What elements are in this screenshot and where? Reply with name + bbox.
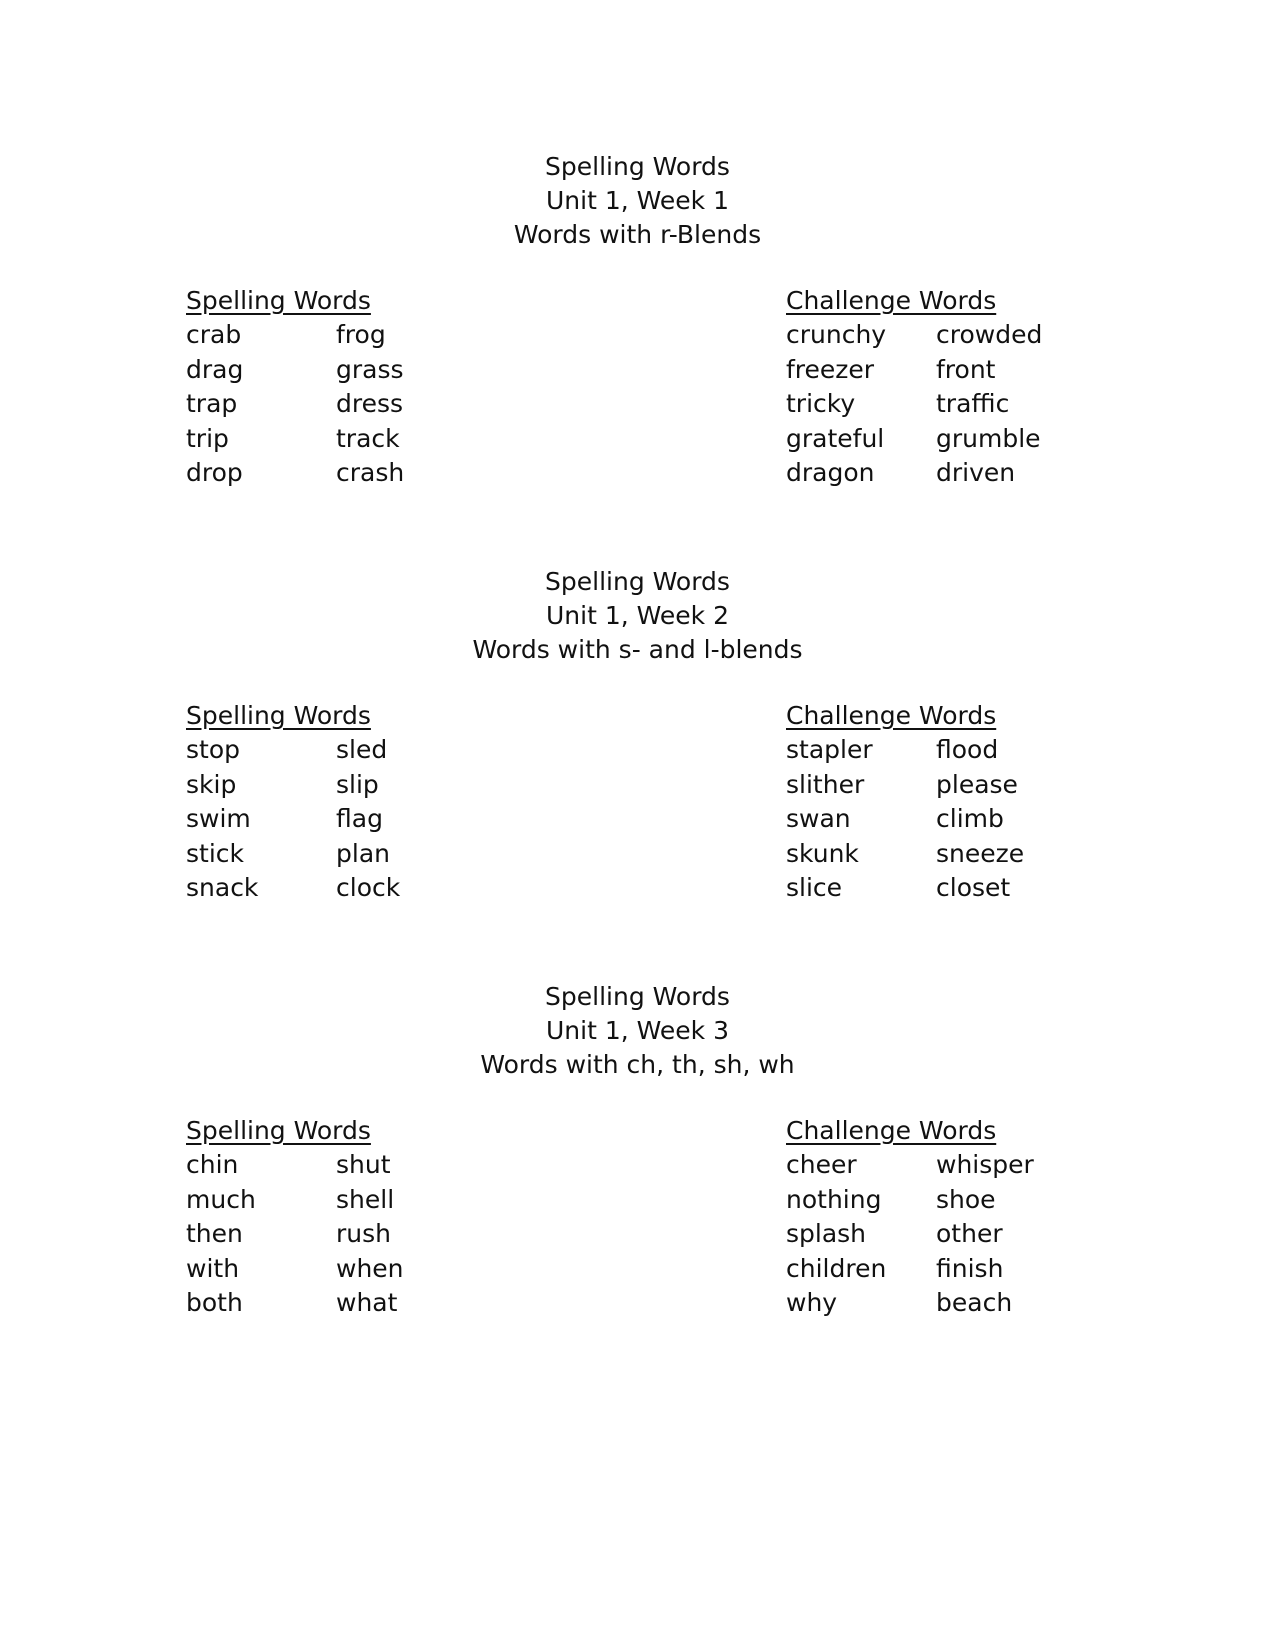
challenge-word: grateful [786,423,885,453]
challenge-word: why [786,1288,838,1317]
word-row [186,768,486,803]
word-row [786,733,1086,768]
challenge-word: swan [786,804,851,833]
word-row [786,768,1086,803]
spelling-word: snack [186,873,259,902]
spelling-word: flag [336,804,383,833]
challenge-word: flood [936,735,999,764]
challenge-word: splash [786,1219,867,1248]
challenge-words-title: Challenge Words [786,1116,997,1145]
challenge-word: finish [936,1253,1004,1283]
spelling-word: with [186,1253,240,1283]
word-row [186,1183,486,1218]
spelling-word: trap [186,389,238,418]
spelling-word: plan [336,838,390,868]
challenge-word: tricky [786,389,856,418]
word-row [786,1148,1086,1183]
word-row [186,318,486,353]
challenge-word: slice [786,873,843,902]
spelling-word: when [336,1253,404,1283]
spelling-word: sled [336,735,388,764]
week-2-section [0,565,1275,905]
challenge-word: crowded [936,320,1043,349]
spelling-words-title: Spelling Words [186,1116,371,1145]
spelling-word: rush [336,1219,391,1248]
word-row [786,1217,1086,1252]
week-3-heading [0,980,1275,1082]
spelling-word: then [186,1219,243,1248]
week-1-section [0,150,1275,490]
spelling-word: frog [336,320,386,349]
heading-line-title: Spelling Words [545,982,730,1011]
word-row [186,456,486,491]
spelling-words-column [186,699,486,906]
spelling-word: both [186,1288,243,1317]
spelling-word: trip [186,423,229,453]
spelling-words-title: Spelling Words [186,701,371,730]
word-row [786,802,1086,837]
spelling-word: crash [336,458,405,487]
spelling-word: stick [186,838,244,868]
heading-line-topic: Words with ch, th, sh, wh [480,1050,795,1079]
spelling-word: shut [336,1150,391,1179]
word-row [786,1286,1086,1321]
spelling-words-column [186,284,486,491]
challenge-word: shoe [936,1184,996,1214]
challenge-word: closet [936,873,1011,902]
word-row [186,353,486,388]
word-row [186,1286,486,1321]
heading-line-topic: Words with r-Blends [513,220,762,249]
word-row [786,837,1086,872]
spelling-word: swim [186,804,251,833]
word-row [786,871,1086,906]
heading-line-title: Spelling Words [545,567,730,596]
challenge-word: climb [936,804,1004,833]
challenge-words-column [786,284,1086,491]
heading-line-unit-week: Unit 1, Week 2 [546,601,729,630]
spelling-word: drop [186,458,243,487]
week-3-section [0,980,1275,1320]
challenge-word: traffic [936,389,1010,418]
challenge-word: children [786,1253,887,1283]
spelling-word: what [336,1288,398,1317]
challenge-word: dragon [786,458,875,487]
challenge-word: please [936,769,1018,799]
word-row [186,422,486,457]
challenge-words-title: Challenge Words [786,701,997,730]
challenge-word: driven [936,458,1016,487]
spelling-word: drag [186,354,244,384]
word-row [186,837,486,872]
challenge-word: front [936,354,996,384]
word-row [786,1252,1086,1287]
spelling-word: stop [186,735,240,764]
word-row [186,802,486,837]
challenge-word: grumble [936,423,1041,453]
challenge-word: freezer [786,354,875,384]
challenge-word: other [936,1219,1003,1248]
word-row [186,871,486,906]
heading-line-topic: Words with s- and l-blends [472,635,803,664]
spelling-word: grass [336,354,404,384]
spelling-word: dress [336,389,404,418]
challenge-word: slither [786,769,865,799]
challenge-word: cheer [786,1150,857,1179]
word-row [786,318,1086,353]
spelling-words-column [186,1114,486,1321]
challenge-word: sneeze [936,838,1025,868]
word-row [186,387,486,422]
challenge-words-column [786,1114,1086,1321]
word-row [186,733,486,768]
word-row [786,353,1086,388]
challenge-words-title: Challenge Words [786,286,997,315]
challenge-word: skunk [786,838,859,868]
word-row [786,456,1086,491]
heading-line-title: Spelling Words [545,152,730,181]
challenge-word: crunchy [786,320,887,349]
word-row [786,422,1086,457]
week-1-heading [0,150,1275,252]
heading-line-unit-week: Unit 1, Week 1 [546,186,729,215]
spelling-word: chin [186,1150,239,1179]
challenge-word: beach [936,1288,1013,1317]
challenge-word: nothing [786,1184,882,1214]
spelling-word: slip [336,769,379,799]
word-row [186,1217,486,1252]
heading-line-unit-week: Unit 1, Week 3 [546,1016,729,1045]
word-row [186,1252,486,1287]
challenge-word: stapler [786,735,873,764]
spelling-word: much [186,1184,256,1214]
challenge-word: whisper [936,1150,1034,1179]
word-row [786,1183,1086,1218]
spelling-word: track [336,423,400,453]
spelling-word: skip [186,769,237,799]
spelling-words-title: Spelling Words [186,286,371,315]
spelling-word: clock [336,873,401,902]
spelling-word: crab [186,320,242,349]
word-row [786,387,1086,422]
spelling-word: shell [336,1184,395,1214]
week-2-heading [0,565,1275,667]
word-row [186,1148,486,1183]
challenge-words-column [786,699,1086,906]
